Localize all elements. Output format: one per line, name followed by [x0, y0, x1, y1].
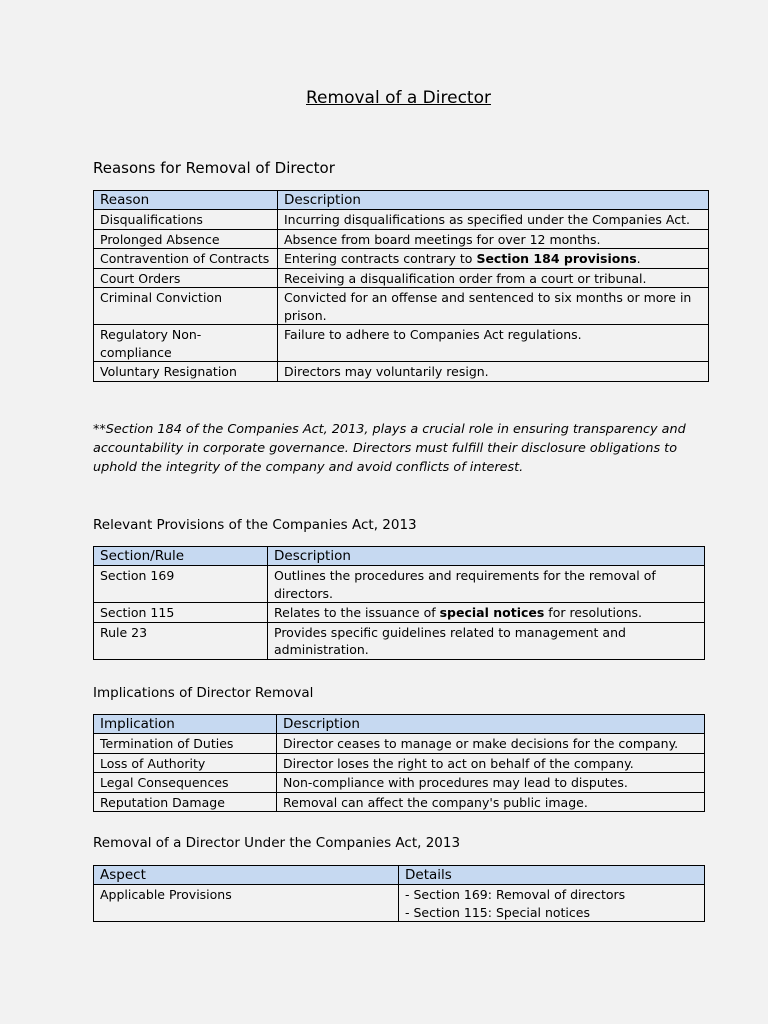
- table-cell: Director ceases to manage or make decisions for the company.: [277, 734, 705, 754]
- cell-text: .: [636, 251, 641, 266]
- table-cell: Contravention of Contracts: [94, 249, 278, 269]
- table-cell: Directors may voluntarily resign.: [278, 362, 709, 382]
- table-header-row: [94, 547, 705, 566]
- detail-line: - Section 169: Removal of directors: [405, 887, 626, 902]
- provisions-heading: Relevant Provisions of the Companies Act, 2013: [93, 517, 417, 533]
- table-cell: Applicable Provisions: [94, 885, 399, 922]
- table-cell: Criminal Conviction: [94, 288, 278, 325]
- table-cell: Receiving a disqualification order from a court or tribunal.: [278, 268, 709, 288]
- table-cell: Termination of Duties: [94, 734, 277, 754]
- table-row: [94, 210, 709, 230]
- table-row: [94, 792, 705, 812]
- table-cell: [268, 603, 705, 623]
- table-cell: Section 115: [94, 603, 268, 623]
- table-row: [94, 325, 709, 362]
- section-184-note: **Section 184 of the Companies Act, 2013, plays a crucial role in ensuring transparency and accountability in corporate governance. Directors must fulfill their disclosure obligations to uphold the integrity of the company and avoid conflicts of interest.: [93, 422, 686, 475]
- table-cell: Reputation Damage: [94, 792, 277, 812]
- table-row: [94, 773, 705, 793]
- detail-line: - Section 115: Special notices: [405, 904, 590, 920]
- table-row: [94, 885, 705, 922]
- table-header-row: [94, 866, 705, 885]
- column-header: Description: [277, 715, 705, 734]
- table-cell: Rule 23: [94, 622, 268, 659]
- table-header-row: [94, 715, 705, 734]
- table-row: [94, 362, 709, 382]
- cell-text: Entering contracts contrary to: [284, 251, 477, 266]
- page-title: Removal of a Director: [306, 88, 491, 108]
- table-row: [94, 288, 709, 325]
- reasons-table: [93, 190, 709, 382]
- column-header: Aspect: [94, 866, 399, 885]
- table-row: [94, 603, 705, 623]
- cell-text: Relates to the issuance of: [274, 605, 440, 620]
- table-cell: Section 169: [94, 566, 268, 603]
- column-header: Reason: [94, 191, 278, 210]
- table-row: [94, 229, 709, 249]
- table-cell: [399, 885, 705, 922]
- table-row: [94, 622, 705, 659]
- table-header-row: [94, 191, 709, 210]
- cell-bold-text: special notices: [439, 605, 545, 620]
- provisions-table: [93, 546, 705, 660]
- column-header: Section/Rule: [94, 547, 268, 566]
- implications-heading: Implications of Director Removal: [93, 685, 314, 701]
- cell-bold-text: Section 184 provisions: [476, 251, 637, 266]
- table-cell: Provides specific guidelines related to management and administration.: [268, 622, 705, 659]
- table-cell: [278, 249, 709, 269]
- table-cell: Failure to adhere to Companies Act regulations.: [278, 325, 709, 362]
- column-header: Description: [268, 547, 705, 566]
- implications-table: [93, 714, 705, 812]
- column-header: Description: [278, 191, 709, 210]
- table-cell: Convicted for an offense and sentenced to six months or more in prison.: [278, 288, 709, 325]
- table-row: [94, 734, 705, 754]
- table-cell: Disqualifications: [94, 210, 278, 230]
- column-header: Implication: [94, 715, 277, 734]
- column-header: Details: [399, 866, 705, 885]
- table-cell: Incurring disqualifications as specified under the Companies Act.: [278, 210, 709, 230]
- cell-text: for resolutions.: [544, 605, 643, 620]
- table-row: [94, 566, 705, 603]
- table-cell: Voluntary Resignation: [94, 362, 278, 382]
- table-row: [94, 249, 709, 269]
- under-act-table: [93, 865, 705, 922]
- table-cell: Court Orders: [94, 268, 278, 288]
- table-row: [94, 268, 709, 288]
- table-cell: Legal Consequences: [94, 773, 277, 793]
- under-act-heading: Removal of a Director Under the Companies Act, 2013: [93, 835, 461, 851]
- table-cell: Regulatory Non-compliance: [94, 325, 278, 362]
- table-cell: Absence from board meetings for over 12 months.: [278, 229, 709, 249]
- table-cell: Outlines the procedures and requirements for the removal of directors.: [268, 566, 705, 603]
- table-cell: Removal can affect the company's public image.: [277, 792, 705, 812]
- reasons-heading: Reasons for Removal of Director: [93, 159, 335, 177]
- table-cell: Non-compliance with procedures may lead to disputes.: [277, 773, 705, 793]
- table-row: [94, 753, 705, 773]
- table-cell: Prolonged Absence: [94, 229, 278, 249]
- table-cell: Director loses the right to act on behalf of the company.: [277, 753, 705, 773]
- table-cell: Loss of Authority: [94, 753, 277, 773]
